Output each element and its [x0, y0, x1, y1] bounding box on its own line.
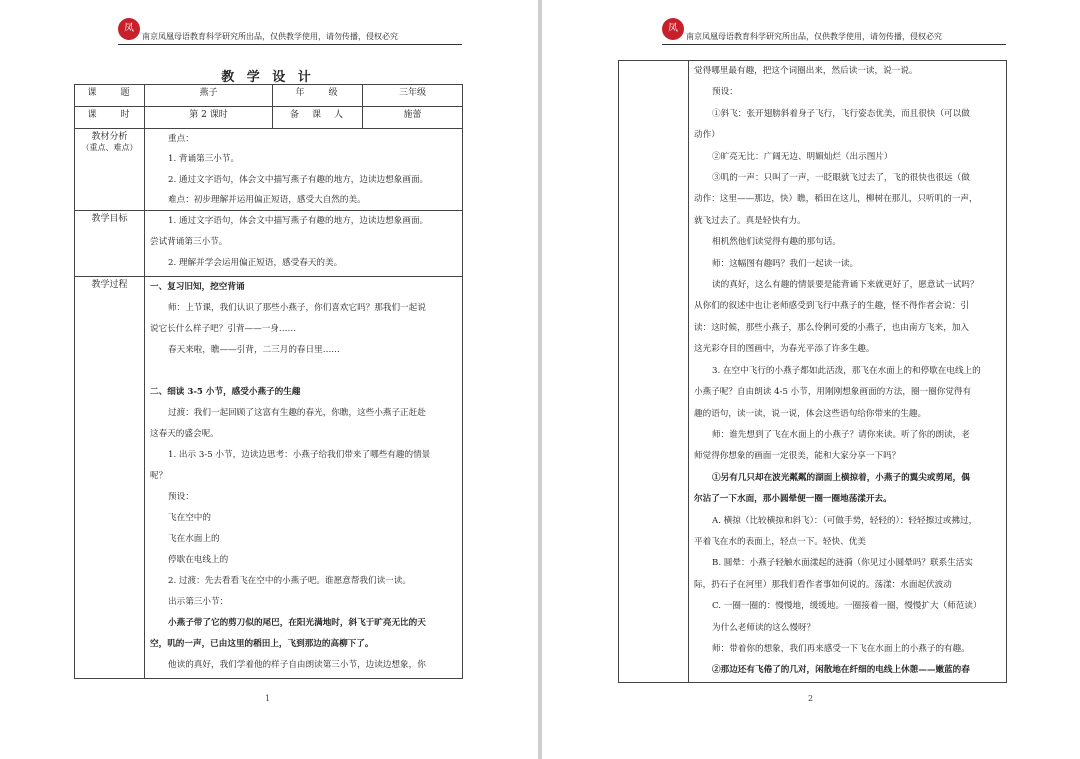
process-line: 3. 在空中飞行的小燕子都如此活泼，那飞在水面上的和停歇在电线上的 [712, 365, 981, 376]
process-line: 空，叽的一声，已由这里的稻田上，飞到那边的高柳下了。 [150, 639, 374, 650]
header-divider [118, 44, 462, 45]
analysis-label [75, 129, 145, 211]
process-line: 小燕子呢？自由朗读 4-5 小节，用刚刚想象画面的方法，圈一圈你觉得有 [694, 387, 972, 398]
table-row [75, 129, 463, 211]
process-line: 尔沾了一下水面，那小圆晕便一圈一圈地荡漾开去。 [694, 494, 892, 505]
process-line: 为什么老师读的这么慢呀？ [712, 622, 816, 633]
goals-label: 教学目标 [75, 211, 145, 277]
document-page-2 [542, 0, 1080, 759]
process-line: ②那边还有飞倦了的几对，闲散地在纤细的电线上休憩——嫩蓝的春 [712, 665, 970, 676]
section-heading: 二、细读 3-5 小节，感受小燕子的生趣 [150, 387, 301, 398]
process-line: 平着飞在水的表面上，轻点一下。轻快、优美 [694, 536, 866, 547]
period-value: 第 2 课时 [145, 107, 273, 129]
process-line: A. 横掠（比较横掠和斜飞）：（可做手势，轻轻的）：轻轻擦过或拂过， [712, 515, 978, 526]
table-row [75, 107, 463, 129]
process-line: 呢？ [150, 471, 168, 482]
process-line: 师：上节课，我们认识了那些小燕子，你们喜欢它吗？那我们一起说 [168, 303, 426, 314]
process-line: 读：这时候，那些小燕子，那么伶俐可爱的小燕子，也由南方飞来，加入 [694, 322, 970, 333]
grade-value: 三年级 [363, 85, 463, 107]
process-line: 2. 过渡：先去看看飞在空中的小燕子吧。谁愿意帮我们读一读。 [168, 576, 411, 587]
process-line: 相机然他们读觉得有趣的那句话。 [712, 237, 841, 248]
page-header [118, 18, 462, 46]
process-line: 出示第三小节： [168, 597, 229, 608]
topic-value: 燕子 [145, 85, 273, 107]
process-line: ①斜飞：张开翅膀斜着身子飞行，飞行姿态优美，而且很快（可以做 [712, 108, 970, 119]
analysis-label-line1: 教材分析 [91, 132, 128, 142]
process-line: 飞在水面上的 [168, 534, 220, 545]
lesson-plan-table [74, 84, 463, 679]
process-line: 师觉得你想象的画面一定很美，能和大家分享一下吗？ [694, 451, 901, 462]
process-line: 这光彩夺目的图画中，为春光平添了许多生趣。 [694, 344, 875, 355]
process-line: 飞在空中的 [168, 513, 211, 524]
analysis-line: 1. 背诵第三小节。 [168, 154, 240, 165]
process-line: 过渡：我们一起回顾了这富有生趣的春光，你瞧，这些小燕子正赶赴 [168, 408, 426, 419]
process-line: 师：带着你的想象，我们再来感受一下飞在水面上的小燕子的有趣。 [712, 643, 970, 654]
period-label: 课 时 [75, 107, 145, 129]
process-line: 读的真好，这么有趣的情景要是能背诵下来就更好了，愿意试一试吗？ [712, 280, 979, 291]
process-line: 这春天的盛会呢。 [150, 429, 219, 440]
process-line: 就飞过去了。真是轻快有力。 [694, 215, 806, 226]
teacher-value: 施蕾 [363, 107, 463, 129]
process-line: C. 一圈一圈的：慢慢地，缓缓地。一圈接着一圈，慢慢扩大（师范读） [712, 601, 982, 612]
process-line: 动作：这里——那边，快）瞧，稻田在这儿，柳树在那儿，只听叽的一声， [694, 194, 978, 205]
process-line: B. 圆晕：小燕子轻触水面漾起的涟漪（你见过小圆晕吗？联系生活实 [712, 558, 973, 569]
institute-logo-icon: 凤 [662, 18, 684, 40]
header-text: 南京凤凰母语教育科学研究所出品，仅供教学使用，请勿传播，侵权必究 [686, 32, 942, 41]
grade-label: 年 级 [273, 85, 363, 107]
process-line: ①另有几只却在波光粼粼的湖面上横掠着，小燕子的翼尖或剪尾，偶 [712, 472, 970, 483]
analysis-line: 2. 通过文字语句，体会文中描写燕子有趣的地方，边读边想象画面。 [168, 174, 429, 185]
process-content [145, 277, 463, 679]
goal-line: 2. 理解并学会运用偏正短语，感受春天的美。 [168, 258, 343, 269]
table-row [75, 277, 463, 679]
lesson-plan-table-continued [618, 60, 1007, 683]
process-line: 预设： [712, 87, 738, 98]
process-line: 际，扔石子在河里）那我们看作者事如何说的。荡漾：水面起伏波动 [694, 579, 952, 590]
institute-logo-icon: 凤 [118, 18, 140, 40]
goal-line: 尝试背诵第三小节。 [150, 237, 228, 248]
process-line: 从你们的叙述中也让老师感受到飞行中燕子的生趣，怪不得作者会说：引 [694, 301, 970, 312]
teacher-label: 备 课 人 [273, 107, 363, 129]
process-line: 说它长什么样子吧？引背——一身…… [150, 324, 297, 335]
table-row [75, 85, 463, 107]
process-line: 预设： [168, 492, 194, 503]
process-line: 他读的真好，我们学着他的样子自由朗读第三小节，边读边想象，你 [168, 660, 426, 671]
process-line: 趣的语句，读一读，说一说，体会这些语句给你带来的生趣。 [694, 408, 927, 419]
table-row [619, 61, 1007, 683]
analysis-content [145, 129, 463, 211]
process-line: 觉得哪里最有趣，把这个词圈出来，然后读一读，说一说。 [694, 66, 918, 76]
table-row [75, 211, 463, 277]
page-number: 2 [808, 694, 814, 703]
analysis-line: 重点： [168, 134, 194, 144]
header-text: 南京凤凰母语教育科学研究所出品，仅供教学使用，请勿传播，侵权必究 [142, 32, 398, 41]
document-title: 教 学 设 计 [221, 70, 315, 85]
process-label-cell [619, 61, 689, 683]
process-content-continued [689, 61, 1007, 683]
header-divider [662, 44, 1006, 45]
page-number: 1 [265, 694, 271, 703]
process-line: ③叽的一声：只叫了一声，一眨眼就飞过去了，飞的很快也很远（做 [712, 173, 970, 184]
page-header [662, 18, 1006, 46]
process-line: 1. 出示 3-5 小节，边读边思考：小燕子给我们带来了哪些有趣的情景 [168, 450, 431, 461]
goals-content [145, 211, 463, 277]
process-line: 动作） [694, 130, 720, 141]
topic-label: 课 题 [75, 85, 145, 107]
analysis-label-line2: （重点、难点） [81, 143, 138, 152]
analysis-line: 难点：初步理解并运用偏正短语，感受大自然的美。 [168, 194, 366, 205]
process-line: 春天来啦，瞧——引背，二三月的春日里…… [168, 345, 340, 356]
goal-line: 1. 通过文字语句，体会文中描写燕子有趣的地方，边读边想象画面。 [168, 216, 429, 227]
process-line: ②旷亮无比：广阔无边、明媚灿烂（出示图片） [712, 151, 893, 162]
process-line [150, 361, 457, 382]
section-heading: 一、复习旧知，挖空背诵 [150, 282, 245, 293]
document-page-1 [0, 0, 538, 759]
process-line: 师：这幅图有趣吗？我们一起读一读。 [712, 258, 859, 269]
process-label: 教学过程 [75, 277, 145, 679]
process-line: 停歇在电线上的 [168, 555, 229, 566]
process-line: 小燕子带了它的剪刀似的尾巴，在阳光满地时，斜飞于旷亮无比的天 [168, 618, 426, 629]
process-line: 师：谁先想到了飞在水面上的小燕子？请你来读。听了你的朗读，老 [712, 429, 970, 440]
